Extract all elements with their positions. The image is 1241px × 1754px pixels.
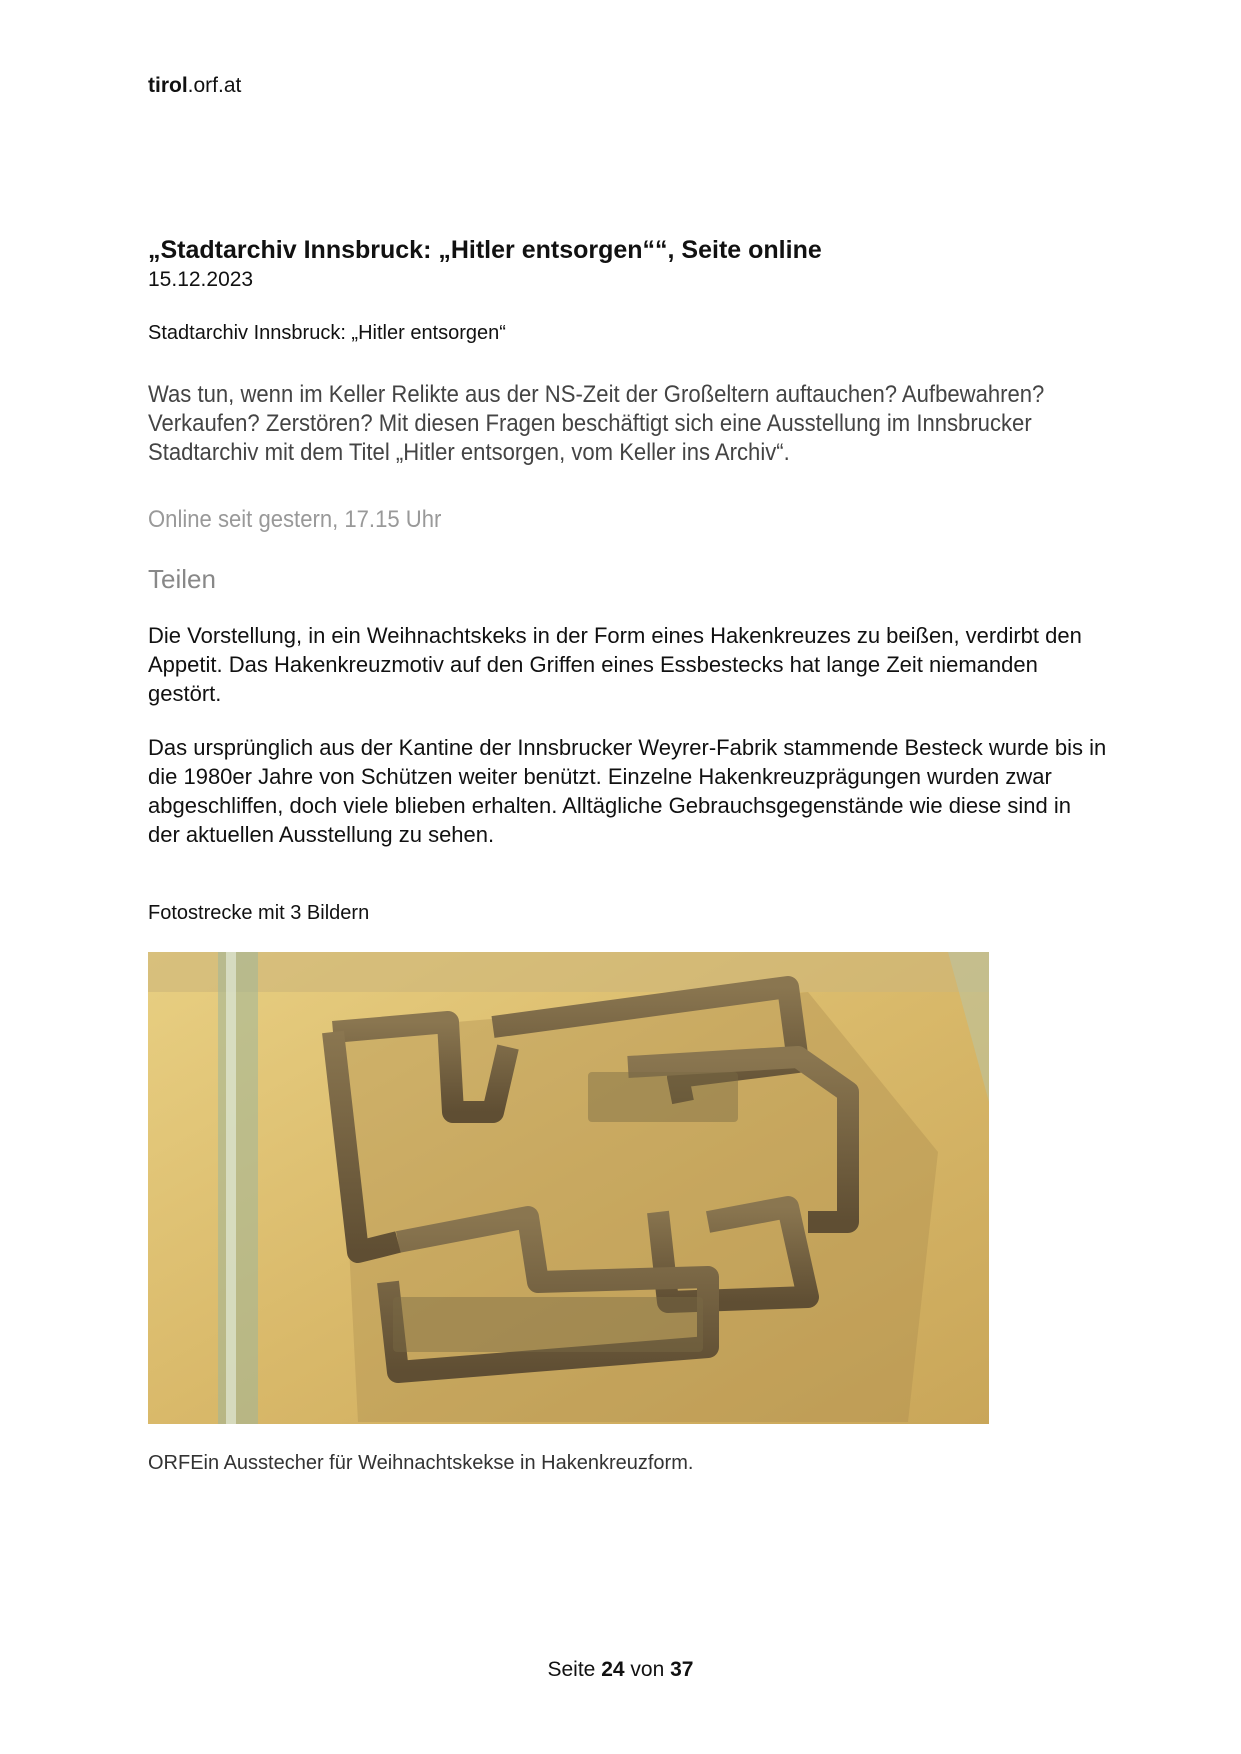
page-of-label: von	[630, 1658, 665, 1681]
gallery-photo[interactable]	[148, 952, 989, 1424]
online-timestamp: Online seit gestern, 17.15 Uhr	[148, 506, 442, 533]
article-paragraph-2: Das ursprünglich aus der Kantine der Innsbrucker Weyrer-Fabrik stammende Besteck wurde bis in die 1980er Jahre von Schützen weiter benützt. Einzelne Hakenkreuzprägungen wurden zwar abgeschliffen, doch viele blieben erhalten. Alltägliche Gebrauchsgegenstände wie diese sind in der aktuellen Ausstellung zu sehen.	[148, 735, 1107, 847]
cookie-cutter-photo	[148, 952, 989, 1424]
article-date: 15.12.2023	[148, 268, 254, 291]
site-name-bold: tirol	[148, 74, 188, 97]
site-name-rest: .orf.at	[187, 74, 242, 97]
current-page-number: 24	[601, 1658, 625, 1681]
article-title: „Stadtarchiv Innsbruck: „Hitler entsorgen““, Seite online	[148, 236, 822, 264]
site-header	[148, 74, 241, 98]
gallery-label: Fotostrecke mit 3 Bildern	[148, 902, 370, 924]
page-label: Seite	[547, 1658, 596, 1681]
article-lead: Was tun, wenn im Keller Relikte aus der NS-Zeit der Großeltern auftauchen? Aufbewahren? Verkaufen? Zerstören? Mit diesen Fragen beschäftigt sich eine Ausstellung im Innsbrucker Stadtarchiv mit dem Titel „Hitler entsorgen, vom Keller ins Archiv“.	[148, 381, 1045, 466]
article-subhead: Stadtarchiv Innsbruck: „Hitler entsorgen“	[148, 322, 506, 344]
page-footer	[0, 1658, 1241, 1682]
article-paragraph-1: Die Vorstellung, in ein Weihnachtskeks in der Form eines Hakenkreuzes zu beißen, verdirbt den Appetit. Das Hakenkreuzmotiv auf den Griffen eines Essbestecks hat lange Zeit niemanden gestört.	[148, 623, 1082, 706]
share-link[interactable]: Teilen	[148, 564, 216, 594]
total-pages-number: 37	[670, 1658, 694, 1681]
photo-caption: ORFEin Ausstecher für Weihnachtskekse in Hakenkreuzform.	[148, 1452, 694, 1474]
